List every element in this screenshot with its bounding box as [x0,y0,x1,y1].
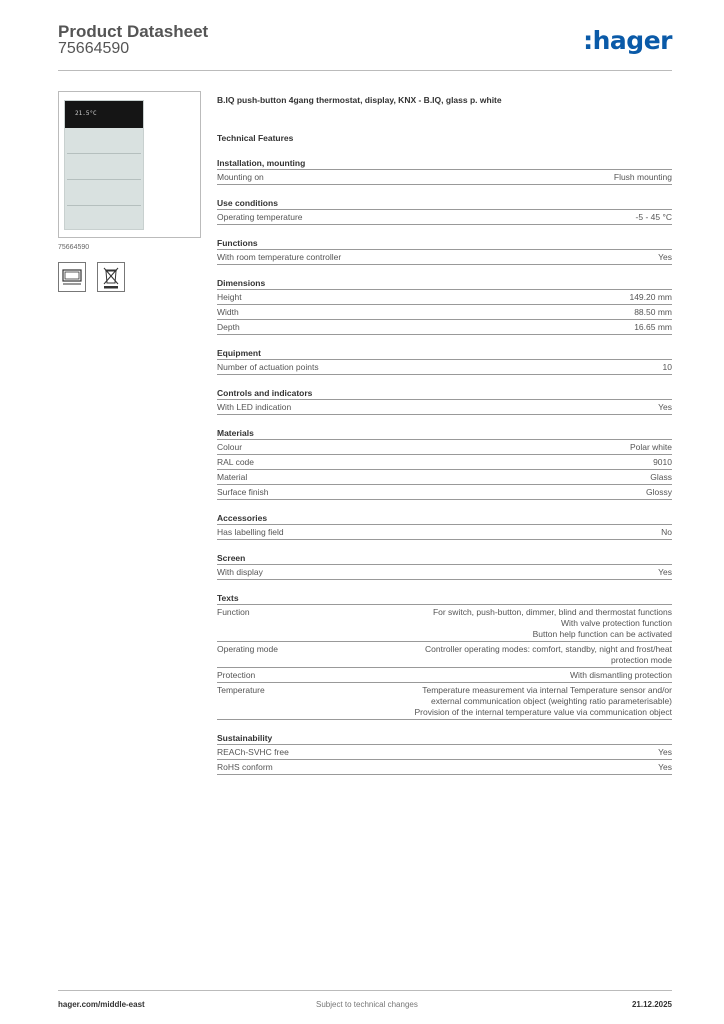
feature-value: -5 - 45 °C [635,212,672,222]
feature-label: Temperature [217,685,265,695]
feature-section [217,158,672,185]
feature-row [217,605,672,642]
feature-label: Operating temperature [217,212,303,222]
technical-features-heading: Technical Features [217,133,294,143]
button-divider [67,205,141,206]
feature-section [217,348,672,375]
feature-section [217,553,672,580]
feature-row [217,290,672,305]
feature-value: Controller operating modes: comfort, standby, night and frost/heat protection mode [425,644,672,665]
button-divider [67,179,141,180]
product-title: B.IQ push-button 4gang thermostat, display, KNX - B.IQ, glass p. white [217,95,502,105]
feature-label: Surface finish [217,487,269,497]
feature-label: With LED indication [217,402,292,412]
footer-note: Subject to technical changes [316,1000,418,1009]
feature-value: For switch, push-button, dimmer, blind and thermostat functions With valve protection function Button help function can be activated [432,607,672,639]
feature-row [217,745,672,760]
feature-value: Yes [658,402,672,412]
feature-label: Protection [217,670,256,680]
feature-label: RAL code [217,457,255,467]
page-footer [58,990,672,1009]
feature-label: Width [217,307,239,317]
feature-value: Yes [658,762,672,772]
product-image [58,91,201,238]
feature-section [217,198,672,225]
document-number: 75664590 [58,40,130,57]
feature-label: RoHS conform [217,762,273,772]
feature-row [217,485,672,500]
section-title: Screen [217,553,672,565]
feature-value: Flush mounting [613,172,672,182]
feature-section [217,513,672,540]
feature-row [217,250,672,265]
feature-label: Depth [217,322,240,332]
weee-disposal-icon [97,262,125,292]
feature-value: 149.20 mm [629,292,672,302]
footer-website: hager.com/middle-east [58,1000,145,1009]
feature-row [217,320,672,335]
button-divider [67,153,141,154]
feature-section [217,388,672,415]
feature-value: Yes [658,252,672,262]
section-title: Materials [217,428,672,440]
feature-row [217,760,672,775]
feature-value: With dismantling protection [569,670,672,680]
feature-sections [217,158,672,775]
feature-section [217,593,672,720]
feature-row [217,525,672,540]
section-title: Use conditions [217,198,672,210]
feature-row [217,170,672,185]
feature-label: Has labelling field [217,527,284,537]
hager-logo: :hager [583,26,672,55]
section-title: Equipment [217,348,672,360]
feature-value: 10 [662,362,672,372]
feature-value: Polar white [629,442,672,452]
feature-row [217,683,672,720]
feature-section [217,238,672,265]
section-title: Functions [217,238,672,250]
section-title: Sustainability [217,733,672,745]
feature-row [217,470,672,485]
feature-label: Material [217,472,248,482]
feature-row [217,668,672,683]
feature-label: Function [217,607,250,617]
feature-row [217,642,672,668]
feature-row [217,210,672,225]
feature-label: Number of actuation points [217,362,319,372]
feature-section [217,733,672,775]
feature-value: Glass [650,472,672,482]
feature-label: With display [217,567,263,577]
document-title: Product Datasheet [58,22,209,41]
section-title: Installation, mounting [217,158,672,170]
technical-content [217,94,672,775]
feature-row [217,565,672,580]
feature-value: 16.65 mm [634,322,672,332]
feature-value: Glossy [646,487,672,497]
display-text: 21.5°C [75,110,97,117]
section-title: Dimensions [217,278,672,290]
section-title: Accessories [217,513,672,525]
section-title: Texts [217,593,672,605]
thermostat-device-illustration [64,100,144,230]
feature-row [217,455,672,470]
feature-label: Operating mode [217,644,278,654]
feature-value: Temperature measurement via internal Temperature sensor and/or external communication object (weighting ratio parameterisable) Provision of the internal temperature value via communication object [414,685,672,717]
feature-label: Mounting on [217,172,264,182]
page-header [58,20,672,71]
feature-value: No [661,527,672,537]
feature-value: Yes [658,747,672,757]
device-display [65,101,143,128]
feature-row [217,400,672,415]
knx-certification-icon [58,262,86,292]
feature-label: Height [217,292,242,302]
feature-section [217,428,672,500]
feature-value: 9010 [653,457,672,467]
image-caption: 75664590 [58,244,90,251]
section-title: Controls and indicators [217,388,672,400]
feature-label: With room temperature controller [217,252,342,262]
feature-label: REACh-SVHC free [217,747,289,757]
feature-row [217,360,672,375]
feature-value: 88.50 mm [634,307,672,317]
feature-value: Yes [658,567,672,577]
feature-label: Colour [217,442,243,452]
footer-date: 21.12.2025 [631,1000,672,1009]
feature-section [217,278,672,335]
feature-row [217,305,672,320]
feature-row [217,440,672,455]
